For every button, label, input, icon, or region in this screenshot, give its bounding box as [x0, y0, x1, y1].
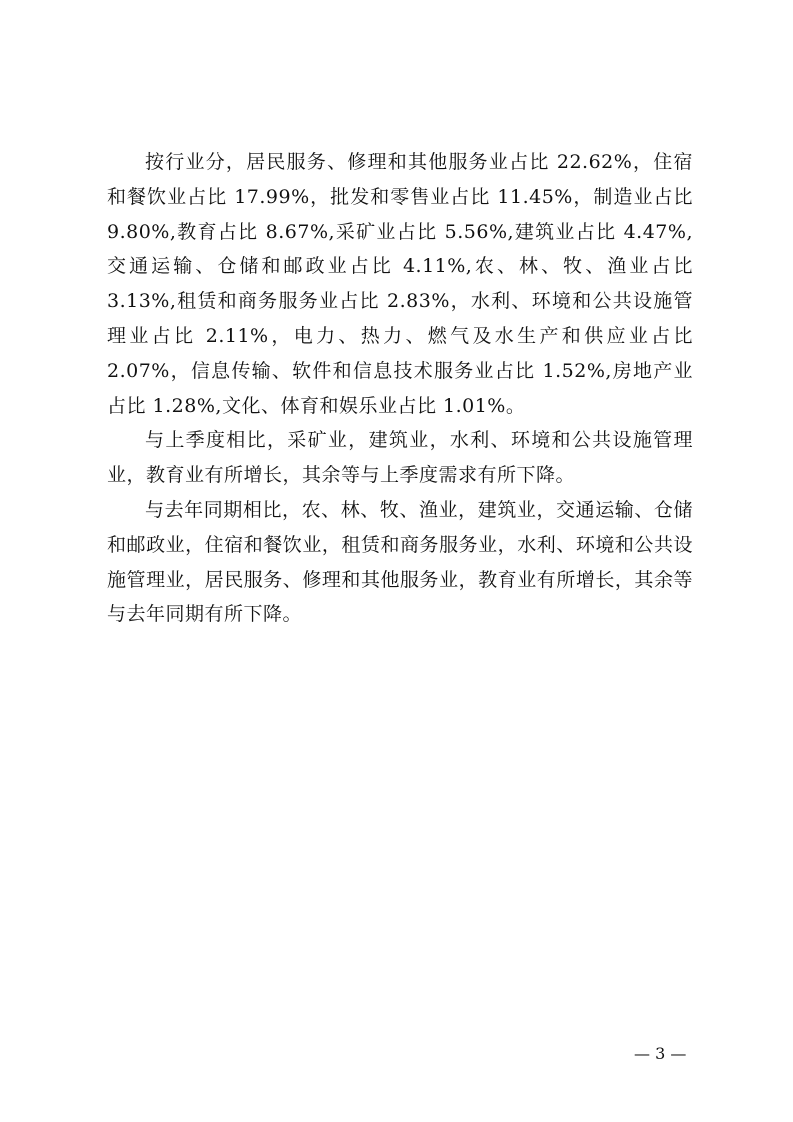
document-body [107, 145, 693, 632]
paragraph-industry-shares: 按行业分，居民服务、修理和其他服务业占比 22.62%，住宿和餐饮业占比 17.99%，批发和零售业占比 11.45%，制造业占比 9.80%,教育占比 8.67%,采矿业占比 5.56%,建筑业占比 4.47%,交通运输、仓储和邮政业占比 4.11%,农、林、牧、渔业占比 3.13%,租赁和商务服务业占比 2.83%，水利、环境和公共设施管理业占比 2.11%，电力、热力、燃气及水生产和供应业占比 2.07%，信息传输、软件和信息技术服务业占比 1.52%,房地产业占比 1.28%,文化、体育和娱乐业占比 1.01%。 [107, 151, 693, 417]
page-number: — 3 — [634, 1044, 687, 1063]
paragraph-year-comparison: 与去年同期相比，农、林、牧、渔业，建筑业，交通运输、仓储和邮政业，住宿和餐饮业，租赁和商务服务业，水利、环境和公共设施管理业，居民服务、修理和其他服务业，教育业有所增长，其余等与去年同期有所下降。 [107, 498, 693, 626]
paragraph-quarter-comparison: 与上季度相比，采矿业，建筑业，水利、环境和公共设施管理业，教育业有所增长，其余等与上季度需求有所下降。 [107, 429, 693, 487]
